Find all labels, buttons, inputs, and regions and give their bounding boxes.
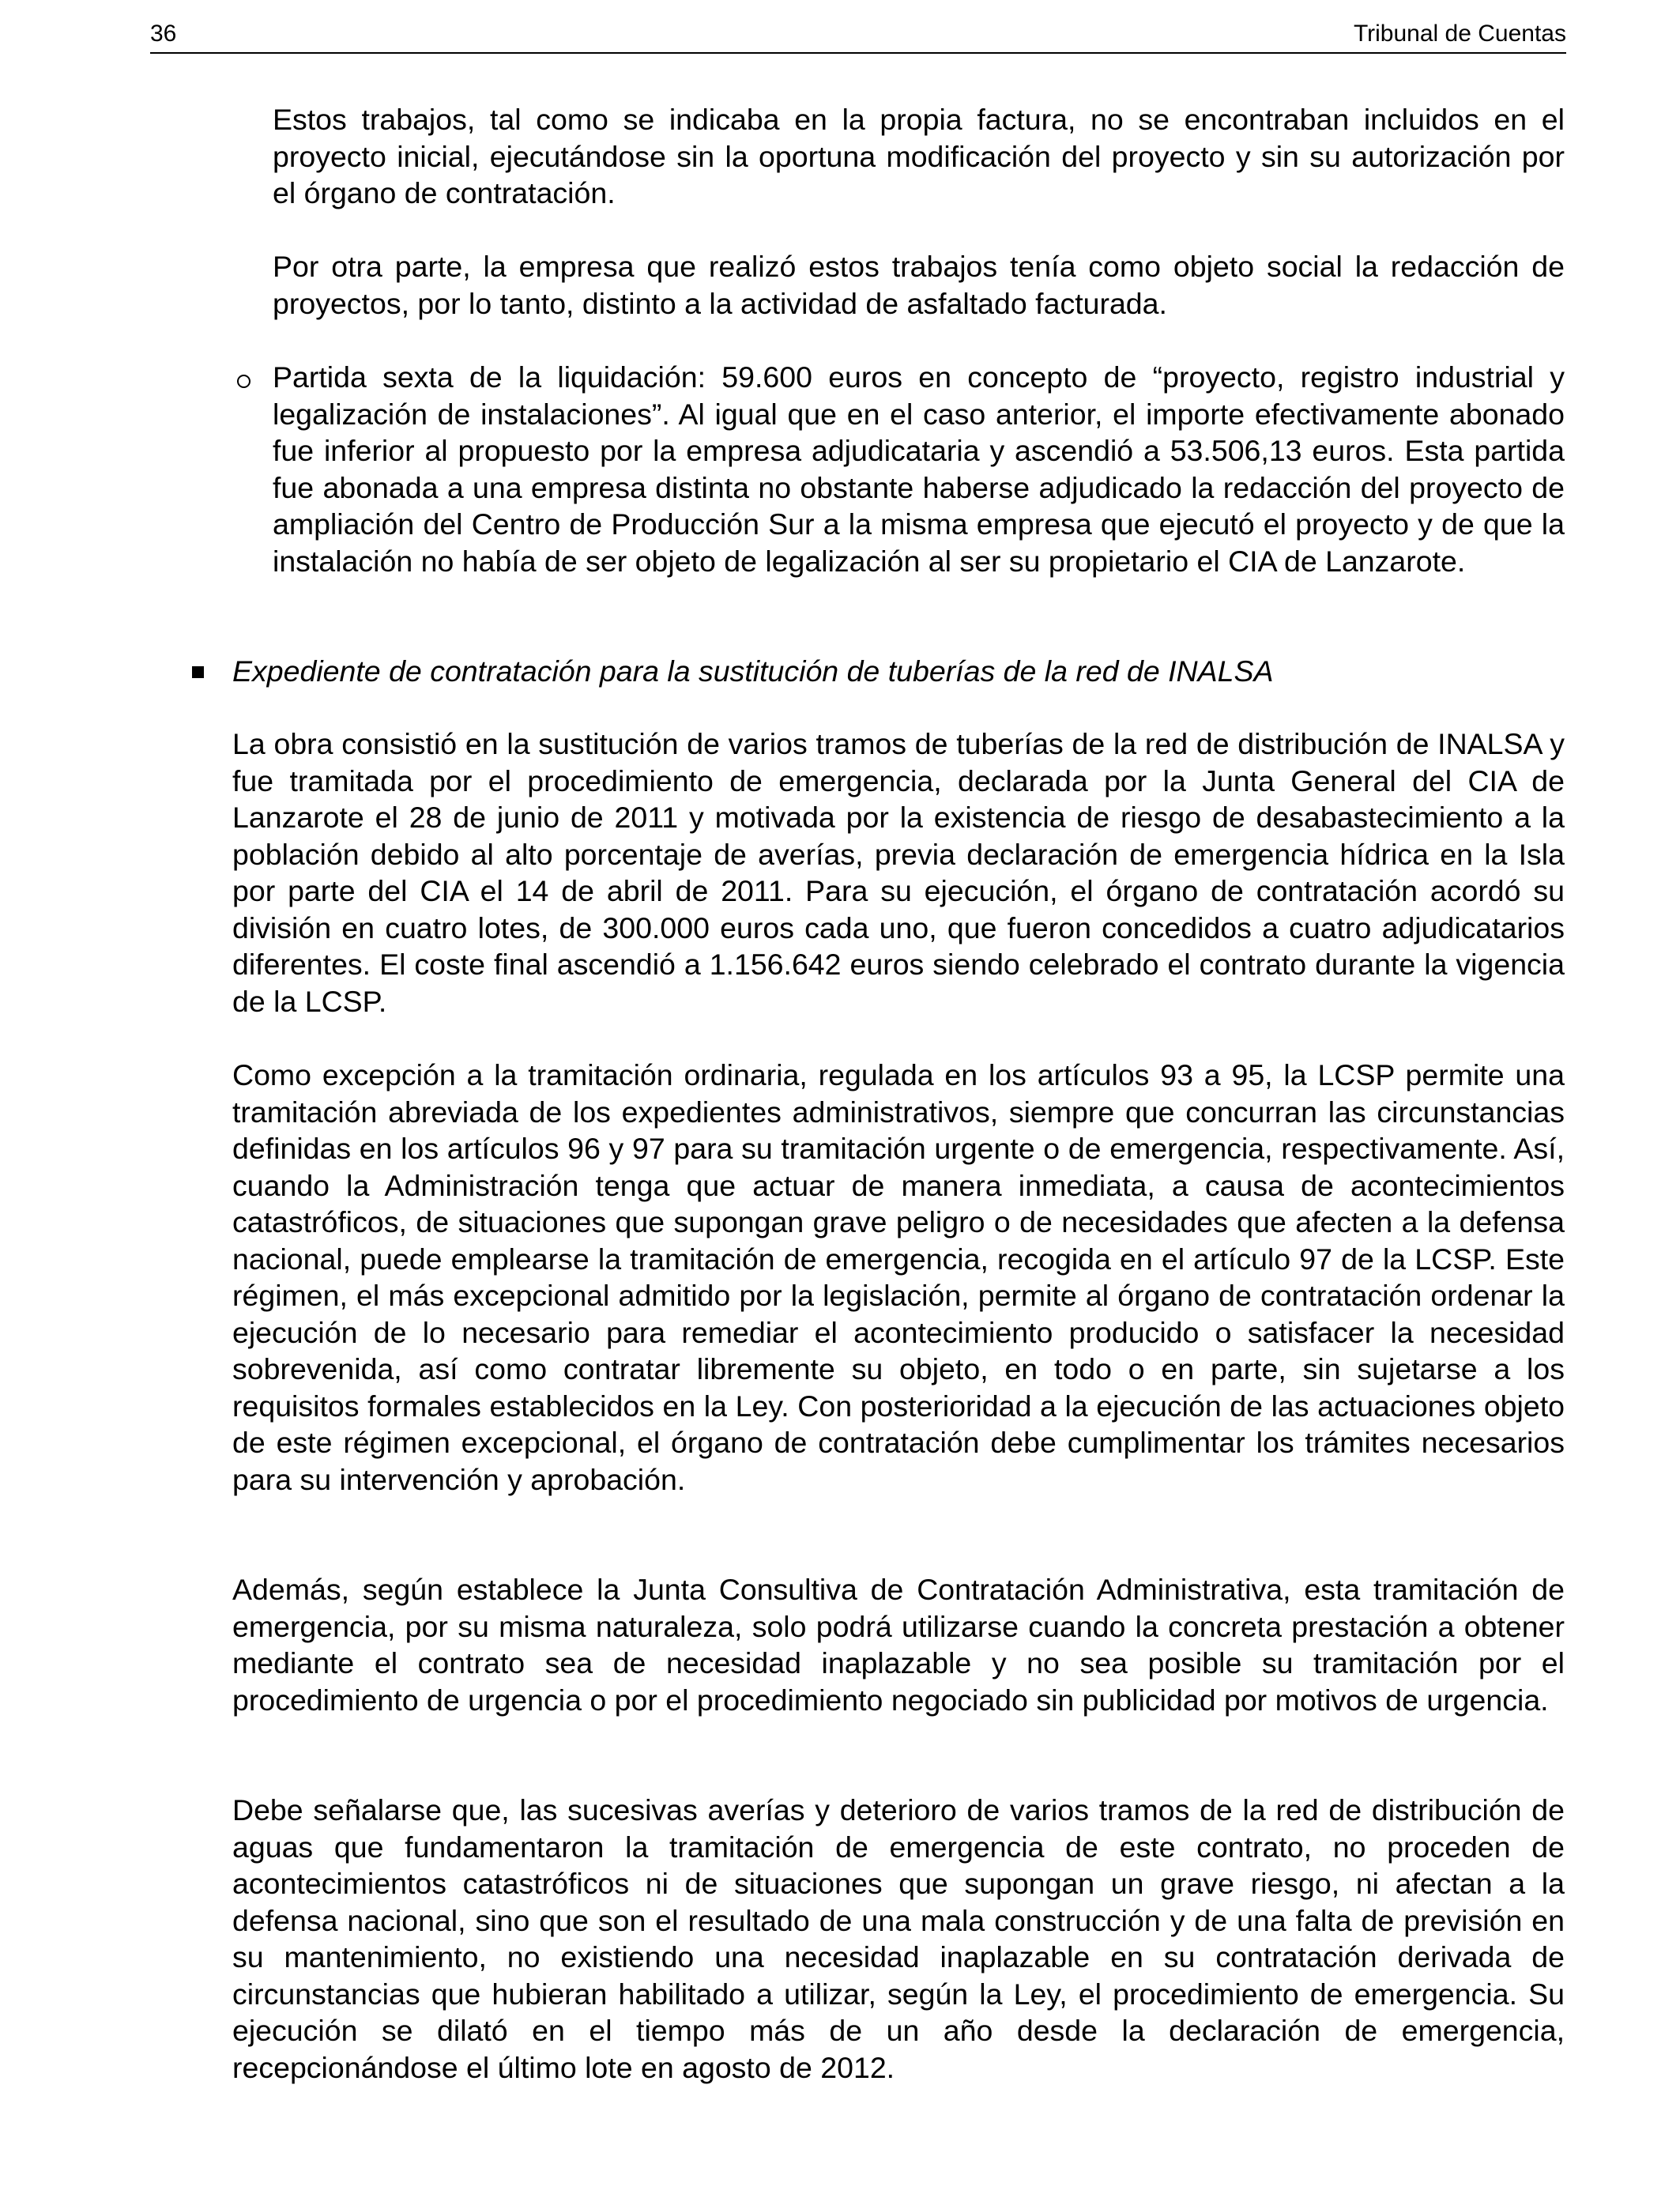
- bullet-item-partida-sexta: Partida sexta de la liquidación: 59.600 euros en concepto de “proyecto, registro industrial y legalización de instalaciones”. Al igual que en el caso anterior, el importe efectivamente abonado fue inferior al propuesto por la empresa adjudicataria y ascendió a 53.506,13 euros. Esta partida fue abonada a una empresa distinta no obstante haberse adjudicado la redacción del proyecto de ampliación del Centro de Producción Sur a la misma empresa que ejecutó el proyecto y de que la instalación no había de ser objeto de legalización al ser su propietario el CIA de Lanzarote.: [273, 360, 1565, 578]
- page-number: 36: [150, 21, 177, 47]
- square-bullet-icon: [192, 666, 204, 678]
- paragraph-company-purpose: Por otra parte, la empresa que realizó estos trabajos tenía como objeto social la redacción de proyectos, por lo tanto, distinto a la actividad de asfaltado facturada.: [273, 250, 1565, 320]
- paragraph-conclusion: Debe señalarse que, las sucesivas averías y deterioro de varios tramos de la red de distribución de aguas que fundamentaron la tramitación de emergencia de este contrato, no proceden de acontecimientos catastróficos ni de situaciones que supongan un grave riesgo, ni afectan a la defensa nacional, sino que son el resultado de una mala construcción y de una falta de previsión en su mantenimiento, no existiendo una necesidad inaplazable en su contratación derivada de circunstancias que hubieran habilitado a utilizar, según la Ley, el procedimiento de emergencia. Su ejecución se dilató en el tiempo más de un año desde la declaración de emergencia, recepcionándose el último lote en agosto de 2012.: [232, 1793, 1565, 2084]
- paragraph-junta-consultiva: Además, según establece la Junta Consultiva de Contratación Administrativa, esta tramitación de emergencia, por su misma naturaleza, solo podrá utilizarse cuando la concreta prestación a obtener mediante el contrato sea de necesidad inaplazable y no sea posible su tramitación por el procedimiento de urgencia o por el procedimiento negociado sin publicidad por motivos de urgencia.: [232, 1573, 1565, 1717]
- paragraph-works-description: La obra consistió en la sustitución de varios tramos de tuberías de la red de distribución de INALSA y fue tramitada por el procedimiento de emergencia, declarada por la Junta General del CIA de Lanzarote el 28 de junio de 2011 y motivada por la existencia de riesgo de desabastecimiento a la población debido al alto porcentaje de averías, previa declaración de emergencia hídrica en la Isla por parte del CIA el 14 de abril de 2011. Para su ejecución, el órgano de contratación acordó su división en cuatro lotes, de 300.000 euros cada uno, que fueron concedidos a cuatro adjudicatarios diferentes. El coste final ascendió a 1.156.642 euros siendo celebrado el contrato durante la vigencia de la LCSP.: [232, 727, 1565, 1018]
- paragraph-invoice-works: Estos trabajos, tal como se indicaba en la propia factura, no se encontraban incluidos en el proyecto inicial, ejecutándose sin la oportuna modificación del proyecto y sin su autorización por el órgano de contratación.: [273, 103, 1565, 209]
- paragraph-lcsp-exception: Como excepción a la tramitación ordinaria, regulada en los artículos 93 a 95, la LCSP permite una tramitación abreviada de los expedientes administrativos, siempre que concurran las circunstancias definidas en los artículos 96 y 97 para su tramitación urgente o de emergencia, respectivamente. Así, cuando la Administración tenga que actuar de manera inmediata, a causa de acontecimientos catastróficos, de situaciones que supongan grave peligro o de necesidades que afecten a la defensa nacional, puede emplearse la tramitación de emergencia, recogida en el artículo 97 de la LCSP. Este régimen, el más excepcional admitido por la legislación, permite al órgano de contratación ordenar la ejecución de lo necesario para remediar el acontecimiento producido o satisfacer la necesidad sobrevenida, así como contratar libremente su objeto, en todo o en parte, sin sujetarse a los requisitos formales establecidos en la Ley. Con posterioridad a la ejecución de las actuaciones objeto de este régimen excepcional, el órgano de contratación debe cumplimentar los trámites necesarios para su intervención y aprobación.: [232, 1058, 1565, 1496]
- header-title: Tribunal de Cuentas: [1353, 21, 1566, 47]
- section-heading: Expediente de contratación para la sustitución de tuberías de la red de INALSA: [232, 654, 1274, 688]
- page-header: [150, 17, 1566, 54]
- bullet-icon: [237, 375, 250, 388]
